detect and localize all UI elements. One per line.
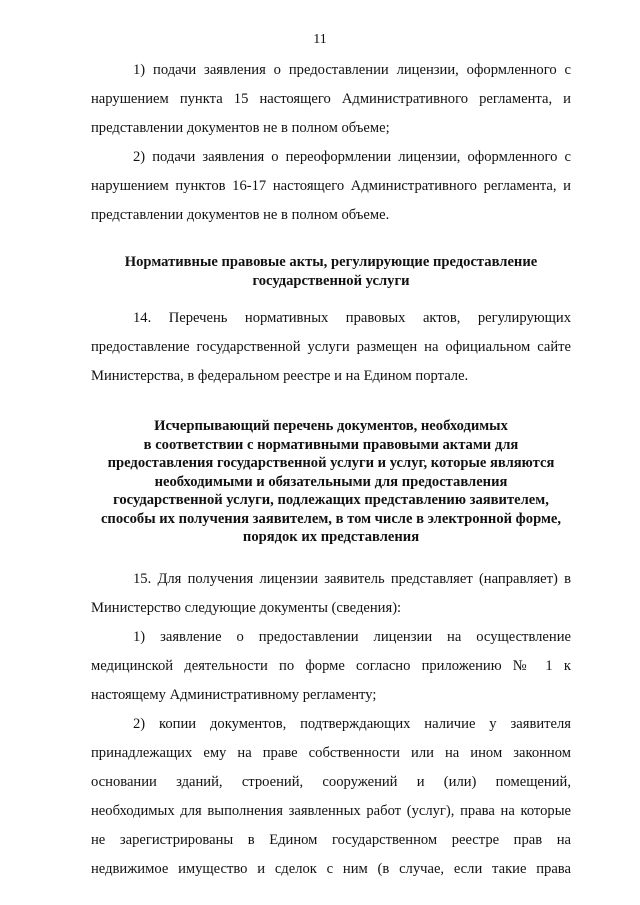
text-line: нарушением пунктов 16-17 настоящего Административного регламента, и [91,178,571,194]
list-item [91,710,571,884]
heading-line: в соответствии с нормативными правовыми актами для [143,436,519,453]
heading-line: государственной услуги [252,272,410,289]
heading-line: необходимыми и обязательными для предоставления [154,473,508,490]
text-line: 2) подачи заявления о переоформлении лицензии, оформленного с [133,149,571,165]
text-line: Министерство следующие документы (сведения): [91,599,402,616]
text-line: основании зданий, строений, сооружений и (или) помещений, [91,773,571,790]
text-line: Министерства, в федеральном реестре и на Едином портале. [91,368,469,384]
heading-line: способы их получения заявителем, в том числе в электронной форме, [100,510,562,527]
heading-line: Нормативные правовые акты, регулирующие предоставление [124,254,538,270]
list-item [91,623,571,710]
section-heading [91,417,571,547]
page-number: 11 [313,32,327,47]
text-line: представлении документов не в полном объеме. [91,207,390,223]
text-line: необходимых для выполнения заявленных работ (услуг), права на которые [91,802,571,819]
text-line: 1) подачи заявления о предоставлении лицензии, оформленного с [133,62,571,78]
heading-line: порядок их представления [242,529,420,545]
paragraph-15 [91,565,571,623]
text-line: нарушением пункта 15 настоящего Административного регламента, и [91,91,571,107]
text-line: принадлежащих ему на праве собственности или на ином законном [91,744,571,761]
document-body [91,56,571,884]
list-item [91,56,571,143]
text-line: настоящему Административному регламенту; [91,686,377,703]
text-line: недвижимое имущество и сделок с ним (в случае, если такие права [91,860,571,877]
text-line: представлении документов не в полном объеме; [91,120,390,136]
text-line: 14. Перечень нормативных правовых актов, регулирующих [133,310,571,326]
section-heading [91,253,571,290]
text-line: 2) копии документов, подтверждающих наличие у заявителя [133,715,571,732]
paragraph-14 [91,304,571,391]
text-line: 15. Для получения лицензии заявитель представляет (направляет) в [133,570,571,587]
heading-line: Исчерпывающий перечень документов, необходимых [154,418,508,434]
list-item [91,143,571,230]
heading-line: предоставления государственной услуги и услуг, которые являются [107,455,555,471]
text-line: 1) заявление о предоставлении лицензии на осуществление [133,628,571,645]
text-line: не зарегистрированы в Едином государственном реестре прав на [91,831,571,848]
heading-line: государственной услуги, подлежащих представлению заявителем, [113,492,549,508]
text-line: предоставление государственной услуги размещен на официальном сайте [91,339,571,355]
text-line: медицинской деятельности по форме согласно приложению № 1 к [91,657,571,674]
